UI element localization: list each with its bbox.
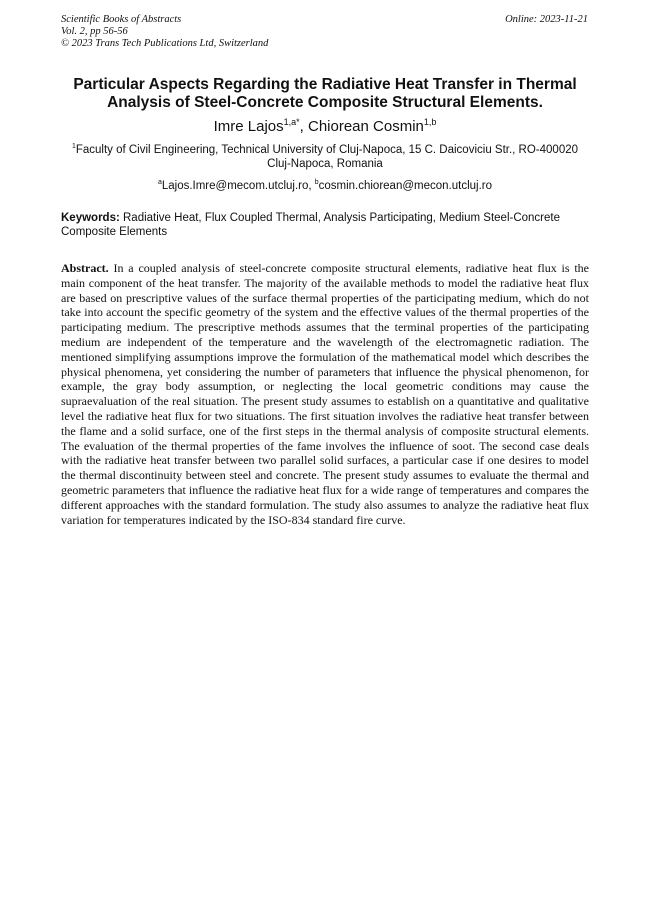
journal-header (61, 14, 268, 50)
author-superscript: 1,a* (283, 117, 300, 127)
author-emails (61, 179, 589, 193)
online-date: Online: 2023-11-21 (505, 14, 588, 25)
journal-name: Scientific Books of Abstracts (61, 14, 182, 25)
keywords-section (61, 211, 591, 239)
affiliation (61, 143, 589, 171)
author-superscript: 1,b (423, 117, 437, 127)
keywords-text: Radiative Heat, Flux Coupled Thermal, Analysis Participating, Medium Steel-Concrete Composite Elements (61, 212, 560, 238)
email-superscript: b (314, 179, 319, 187)
abstract-text: In a coupled analysis of steel-concrete composite structural elements, radiative heat flux is the main component of the heat transfer. The majority of the available methods to model the radiative heat flux are based on prescriptive values of the surface thermal properties of the participating medium, which do not take into account the specific geometry of the system and the effective values of the thermal properties of the participating medium. The prescriptive methods assumes that the terminal properties of the participating medium are independent of the temperature and the wavelength of the electromagnetic radiation. The mentioned simplifying assumptions improve the formulation of the mathematical model which describes the physical phenomena, yet considering the number of parameters that influence the physical phenomenon, for example, the gray body assumption, or neglecting the local geometric conditions may cause the supraevaluation of the real situation. The present study assumes to establish on a quantitative and qualitative level the radiative heat flux for two situations. The first situation involves the radiative heat transfer between the flame and a solid surface, one of the first steps in the thermal analysis of composite structural elements. The evaluation of the thermal properties of the fame involves the influence of soot. The second case deals with the radiative heat transfer between two parallel solid surfaces, a particular case if one desires to model the thermal discontinuity between steel and concrete. The present study assumes to evaluate the thermal and geometric parameters that influence the radiative heat flux for a wide range of temperatures and compares the different approaches with the standard formulation. The study also assumes to analyze the radiative heat flux variation for temperatures indicated by the ISO-834 standard fire curve. (61, 261, 589, 527)
copyright-line: © 2023 Trans Tech Publications Ltd, Switzerland (61, 38, 269, 49)
affiliation-superscript: 1 (71, 143, 76, 151)
author-line (61, 118, 589, 136)
author-name: Chiorean Cosmin (307, 118, 424, 135)
email-link[interactable]: cosmin.chiorean@mecon.utcluj.ro (318, 180, 492, 192)
author-name: Imre Lajos (213, 118, 284, 135)
email-superscript: a (158, 179, 162, 187)
volume-pages: Vol. 2, pp 56-56 (61, 26, 128, 37)
keywords-label: Keywords: (61, 212, 120, 224)
email-separator: , (308, 180, 315, 192)
author-separator: , (299, 118, 308, 135)
affiliation-text: Faculty of Civil Engineering, Technical University of Cluj-Napoca, 15 C. Daicoviciu Str., RO-400020 Cluj-Napoca, Romania (75, 144, 579, 170)
email-link[interactable]: Lajos.Imre@mecom.utcluj.ro (161, 180, 309, 192)
abstract-section (61, 261, 589, 527)
paper-title: Particular Aspects Regarding the Radiative Heat Transfer in Thermal Analysis of Steel-Concrete Composite Structural Elements. (73, 76, 577, 111)
abstract-label: Abstract. (61, 261, 109, 275)
